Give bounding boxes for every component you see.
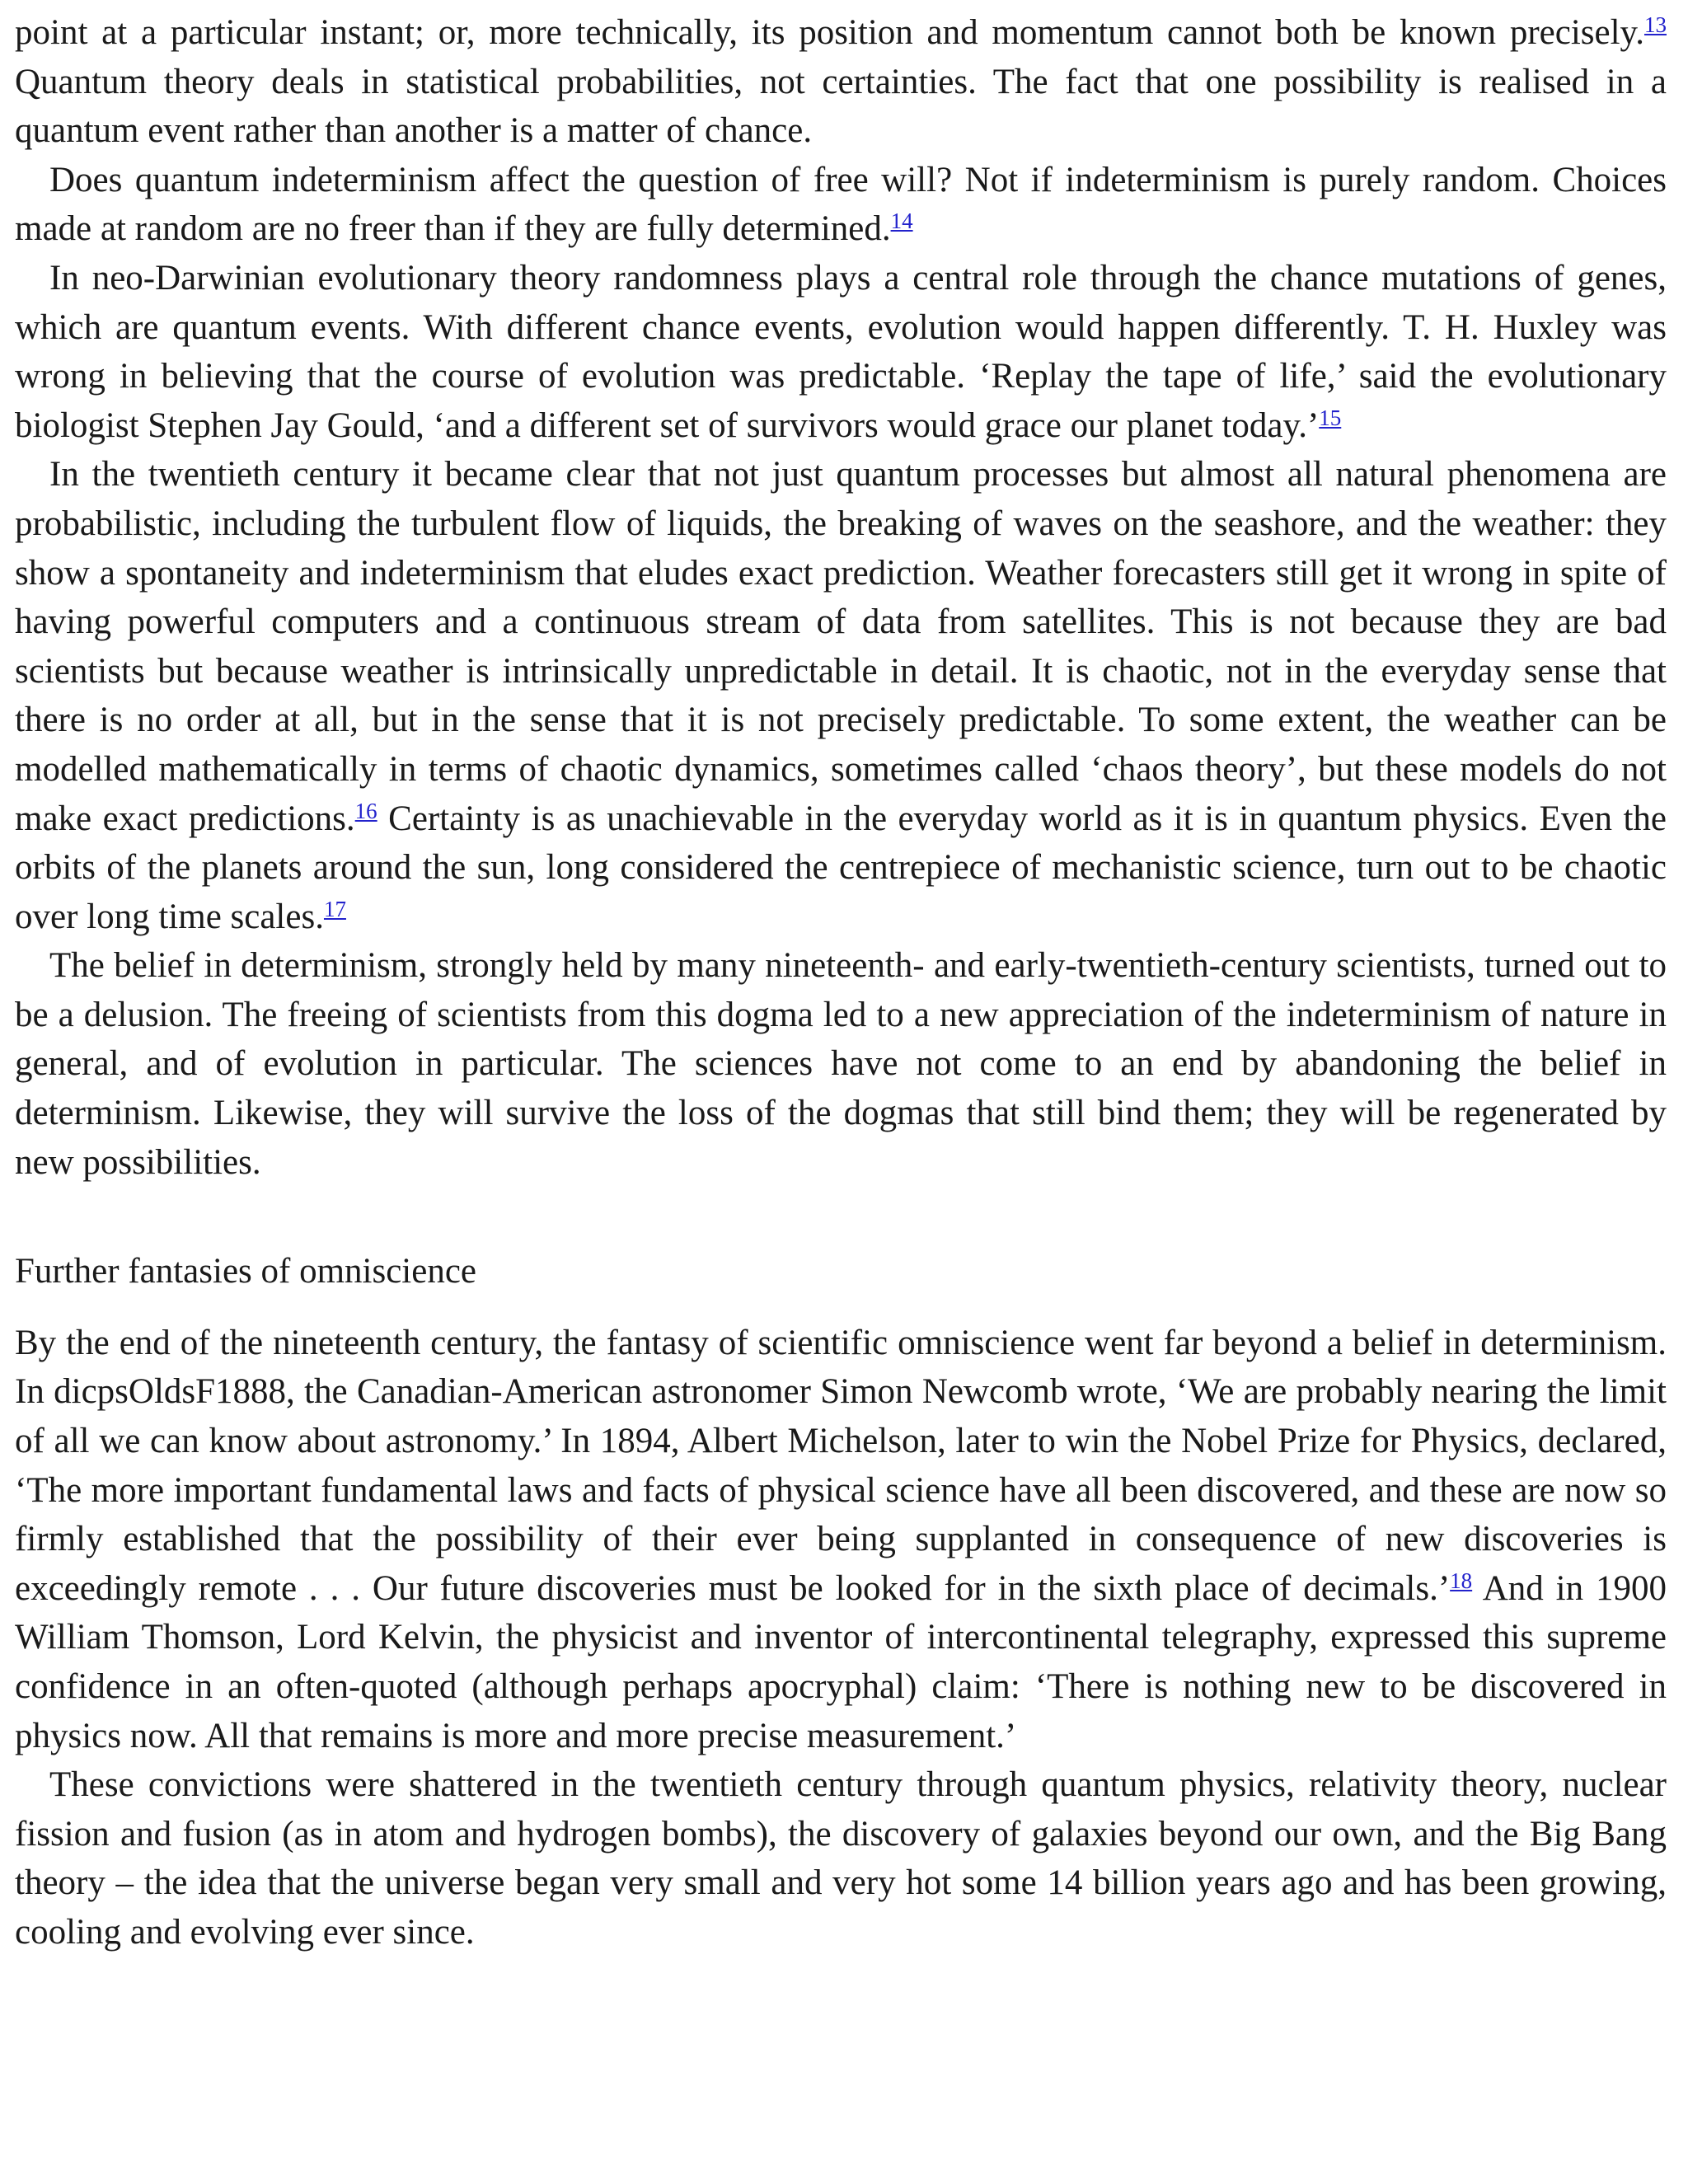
paragraph xyxy=(15,156,1667,254)
paragraph-text: In the twentieth century it became clear that not just quantum processes but almost all natural phenomena are probabilistic, including the turbulent flow of liquids, the breaking of waves on the seashore, and the weather: they show a spontaneity and indeterminism that eludes exact prediction. Weather forecasters still get it wrong in spite of having powerful computers and a continuous stream of data from satellites. This is not because they are bad scientists but because weather is intrinsically unpredictable in detail. It is chaotic, not in the everyday sense that there is no order at all, but in the sense that it is not precisely predictable. To some extent, the weather can be modelled mathematically in terms of chaotic dynamics, sometimes called ‘chaos theory’, but these models do not make exact predictions. xyxy=(15,455,1667,838)
paragraph-text: Quantum theory deals in statistical probabilities, not certainties. The fact that one possibility is realised in a quantum event rather than another is a matter of chance. xyxy=(15,62,1667,151)
body-text-after-heading xyxy=(15,1319,1667,1957)
document-page xyxy=(15,8,1667,1957)
footnote-link[interactable]: 13 xyxy=(1644,12,1667,37)
paragraph-text: The belief in determinism, strongly held by many nineteenth- and early-twentieth-century scientists, turned out to be a delusion. The freeing of scientists from this dogma led to a new appreciation of the indeterminism of nature in general, and of evolution in particular. The sciences have not come to an end by abandoning the belief in determinism. Likewise, they will survive the loss of the dogmas that still bind them; they will be regenerated by new possibilities. xyxy=(15,946,1667,1182)
paragraph-text: point at a particular instant; or, more technically, its position and momentum cannot both be known precisely. xyxy=(15,13,1644,52)
footnote-link[interactable]: 15 xyxy=(1319,405,1342,430)
paragraph xyxy=(15,1760,1667,1957)
body-text-before-heading xyxy=(15,8,1667,1187)
paragraph xyxy=(15,1319,1667,1760)
paragraph-text: Does quantum indeterminism affect the question of free will? Not if indeterminism is purely random. Choices made at random are no freer than if they are fully determined. xyxy=(15,160,1667,249)
paragraph-text: And in 1900 William Thomson, Lord Kelvin, the physicist and inventor of intercontinental telegraphy, expressed this supreme confidence in an often-quoted (although perhaps apocryphal) claim: ‘There is nothing new to be discovered in physics now. All that remains is more and more precise measurement.’ xyxy=(15,1568,1667,1755)
footnote-link[interactable]: 14 xyxy=(890,209,913,234)
paragraph-text: By the end of the nineteenth century, the fantasy of scientific omniscience went far beyond a belief in determinism. In dicpsOldsF1888, the Canadian-American astronomer Simon Newcomb wrote, ‘We are probably nearing the limit of all we can know about astronomy.’ In 1894, Albert Michelson, later to win the Nobel Prize for Physics, declared, ‘The more important fundamental laws and facts of physical science have all been discovered, and these are now so firmly established that the possibility of their ever being supplanted in consequence of new discoveries is exceedingly remote . . . Our future discoveries must be looked for in the sixth place of decimals.’ xyxy=(15,1323,1667,1608)
footnote-link[interactable]: 18 xyxy=(1450,1568,1473,1593)
paragraph-text: Certainty is as unachievable in the everyday world as it is in quantum physics. Even the orbits of the planets around the sun, long considered the centrepiece of mechanistic science, turn out to be chaotic over long time scales. xyxy=(15,799,1667,936)
section-heading: Further fantasies of omniscience xyxy=(15,1252,477,1291)
paragraph xyxy=(15,941,1667,1187)
paragraph xyxy=(15,254,1667,450)
paragraph xyxy=(15,450,1667,941)
footnote-link[interactable]: 16 xyxy=(354,798,377,823)
footnote-link[interactable]: 17 xyxy=(323,896,346,921)
paragraph xyxy=(15,8,1667,156)
paragraph-text: In neo-Darwinian evolutionary theory randomness plays a central role through the chance mutations of genes, which are quantum events. With different chance events, evolution would happen differently. T. H. Huxley was wrong in believing that the course of evolution was predictable. ‘Replay the tape of life,’ said the evolutionary biologist Stephen Jay Gould, ‘and a different set of survivors would grace our planet today.’ xyxy=(15,258,1667,445)
paragraph-text: These convictions were shattered in the twentieth century through quantum physics, relativity theory, nuclear fission and fusion (as in atom and hydrogen bombs), the discovery of galaxies beyond our own, and the Big Bang theory – the idea that the universe began very small and very hot some 14 billion years ago and has been growing, cooling and evolving ever since. xyxy=(15,1765,1667,1952)
